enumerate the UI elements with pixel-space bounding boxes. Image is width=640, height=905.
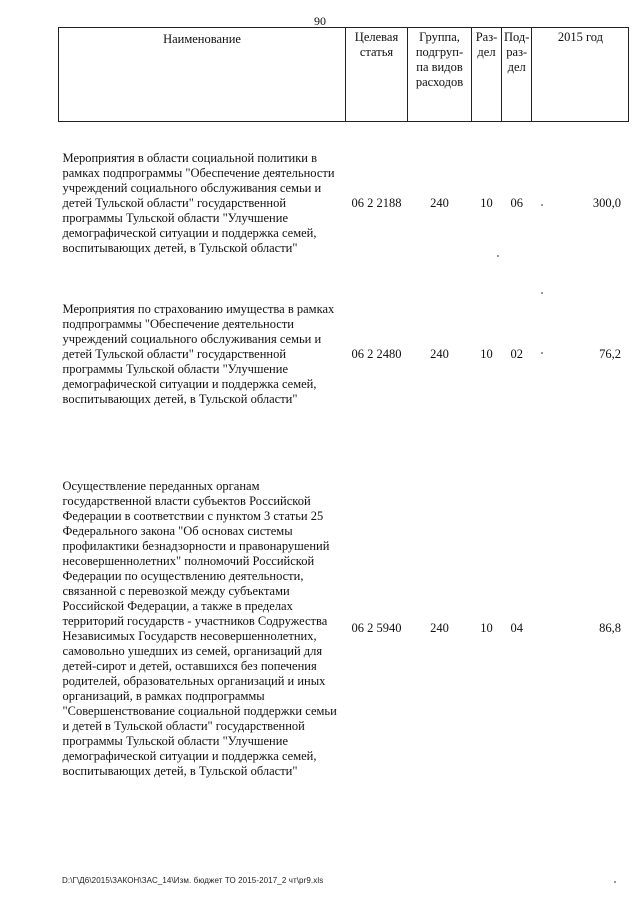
scan-artifact <box>541 352 543 354</box>
scan-artifact <box>614 881 616 883</box>
table-row <box>59 287 629 422</box>
scan-artifact <box>541 292 543 294</box>
row-section: 10 <box>480 621 493 635</box>
row-subsection: 06 <box>510 195 523 210</box>
header-section: Раз-дел <box>472 28 502 122</box>
header-target-article: Целевая статья <box>346 28 408 122</box>
row-name: Мероприятия по страхованию имущества в рамках подпрограммы "Обеспечение деятельности учреждений социального обслуживания семьи и детей Тульской области" государственной программы Тульской области "Улучшение демографической ситуации и поддержка семей, воспитывающих детей, в Тульской области" <box>62 301 335 406</box>
row-section: 10 <box>480 195 493 210</box>
row-target-article: 06 2 5940 <box>351 621 402 635</box>
row-expense-group: 240 <box>430 195 449 210</box>
row-amount: 76,2 <box>599 346 621 361</box>
row-expense-group: 240 <box>430 621 449 635</box>
header-expense-group: Группа, подгруп-па видов расходов <box>408 28 472 122</box>
row-target-article: 06 2 2188 <box>351 195 402 210</box>
header-year-2015: 2015 год <box>532 28 629 122</box>
row-expense-group: 240 <box>430 346 449 361</box>
row-target-article: 06 2 2480 <box>351 346 402 361</box>
scan-artifact <box>497 255 499 257</box>
row-name: Мероприятия в области социальной политики в рамках подпрограммы "Обеспечение деятельности учреждений социального обслуживания семьи и детей Тульской области" государственной программы Тульской области "Улучшение демографической ситуации и поддержка семей, воспитывающих детей, в Тульской области" <box>62 150 335 255</box>
row-section: 10 <box>480 346 493 361</box>
row-name: Осуществление переданных органам государственной власти субъектов Российской Федерации в соответствии с пунктом 3 статьи 25 Федерального закона "Об основах системы профилактики безнадзорности и правонарушений несовершеннолетних" полномочий Российской Федерации по осуществлению деятельности, связанной с перевозкой между субъектами Российской Федерации, а также в пределах территорий государств - участников Содружества Независимых Государств несовершеннолетних, самовольно ушедших из семей, организаций для детей-сирот и детей, оставшихся без попечения родителей, образовательных организаций и иных организаций, в рамках подпрограммы "Совершенствование социальной поддержки семьи и детей в Тульской области" государственной программы Тульской области "Улучшение демографической ситуации и поддержка семей, воспитывающих детей, в Тульской области" <box>62 478 337 778</box>
row-subsection: 02 <box>510 346 523 361</box>
header-subsection: Под-раз-дел <box>502 28 532 122</box>
row-subsection: 04 <box>510 621 523 635</box>
table-row <box>59 136 629 271</box>
budget-table <box>58 27 629 804</box>
header-name: Наименование <box>59 28 346 122</box>
row-amount: 86,8 <box>599 621 621 635</box>
page-number: 90 <box>314 14 326 28</box>
table-header-row <box>59 28 629 122</box>
scan-artifact <box>541 204 543 206</box>
table-row <box>59 454 629 804</box>
footer-file-path: D:\Г\Д6\2015\ЗАКОН\ЗАС_14\Изм. бюджет ТО 2015-2017_2 чт\рr9.xls <box>62 876 324 885</box>
row-amount: 300,0 <box>592 195 621 210</box>
